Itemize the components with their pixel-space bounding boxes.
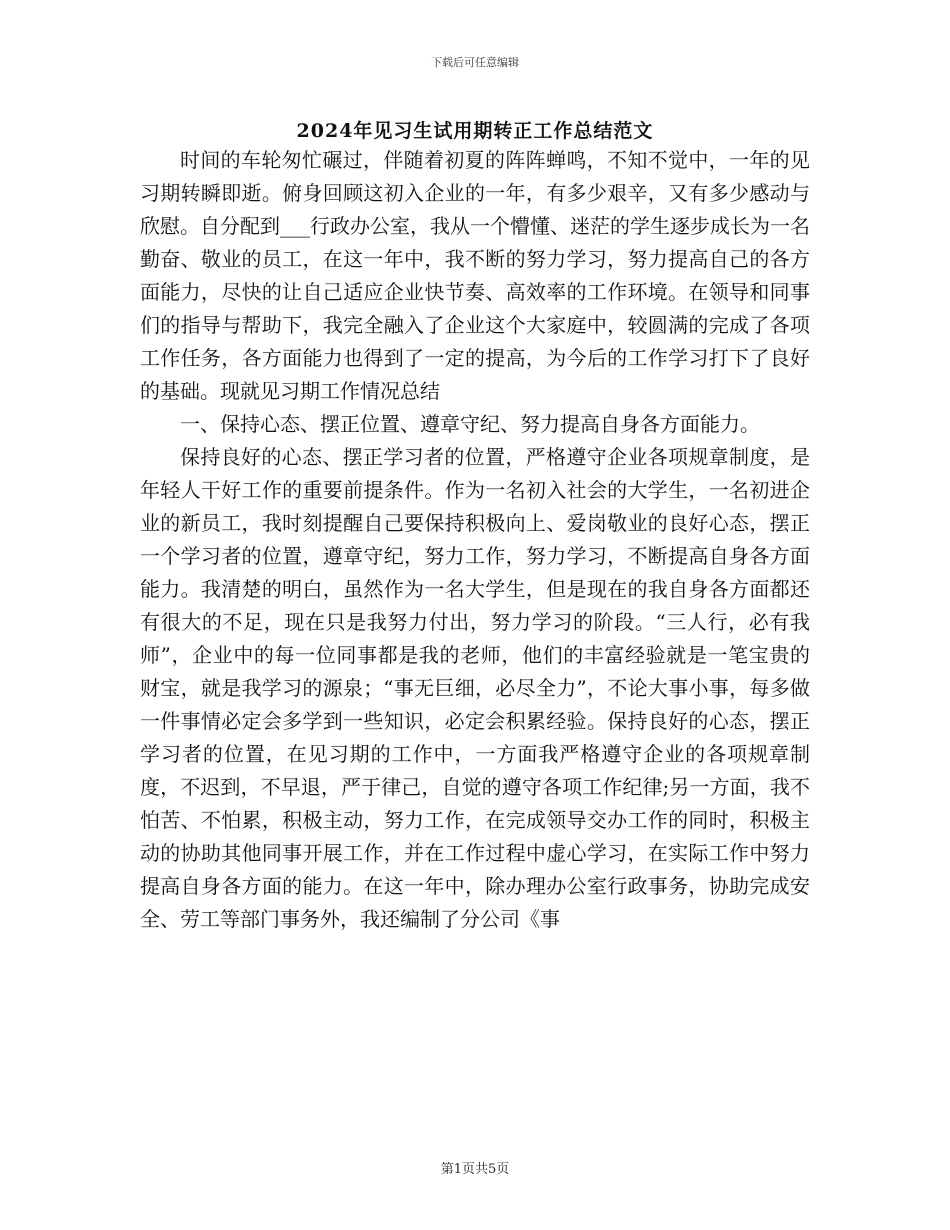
page-number: 第1页共5页: [440, 1162, 510, 1177]
document-body: [140, 144, 810, 936]
document-title: 2024年见习生试用期转正工作总结范文: [296, 120, 654, 142]
body-paragraph-intro: 时间的车轮匆忙碾过，伴随着初夏的阵阵蝉鸣，不知不觉中，一年的见习期转瞬即逝。俯身回顾这初入企业的一年，有多少艰辛，又有多少感动与欣慰。自分配到___行政办公室，我从一个懵懂、迷茫的学生逐步成长为一名勤奋、敬业的员工，在这一年中，我不断的努力学习，努力提高自己的各方面能力，尽快的让自己适应企业快节奏、高效率的工作环境。在领导和同事们的指导与帮助下，我完全融入了企业这个大家庭中，较圆满的完成了各项工作任务，各方面能力也得到了一定的提高，为今后的工作学习打下了良好的基础。现就见习期工作情况总结: [140, 148, 810, 403]
page-header-note: 下载后可任意编辑: [431, 56, 519, 69]
body-paragraph-section-1: 保持良好的心态、摆正学习者的位置，严格遵守企业各项规章制度，是年轻人干好工作的重要前提条件。作为一名初入社会的大学生，一名初进企业的新员工，我时刻提醒自己要保持积极向上、爱岗敬业的良好心态，摆正一个学习者的位置，遵章守纪，努力工作，努力学习，不断提高自身各方面能力。我清楚的明白，虽然作为一名大学生，但是现在的我自身各方面都还有很大的不足，现在只是我努力付出，努力学习的阶段。“三人行，必有我师”，企业中的每一位同事都是我的老师，他们的丰富经验就是一笔宝贵的财宝，就是我学习的源泉；“事无巨细，必尽全力”，不论大事小事，每多做一件事情必定会多学到一些知识，必定会积累经验。保持良好的心态，摆正学习者的位置，在见习期的工作中，一方面我严格遵守企业的各项规章制度，不迟到，不早退，严于律己，自觉的遵守各项工作纪律;另一方面，我不怕苦、不怕累，积极主动，努力工作，在完成领导交办工作的同时，积极主动的协助其他同事开展工作，并在工作过程中虚心学习，在实际工作中努力提高自身各方面的能力。在这一年中，除办理办公室行政事务，协助完成安全、劳工等部门事务外，我还编制了分公司《事: [140, 445, 810, 931]
section-heading-1: 一、保持心态、摆正位置、遵章守纪、努力提高自身各方面能力。: [180, 412, 760, 436]
